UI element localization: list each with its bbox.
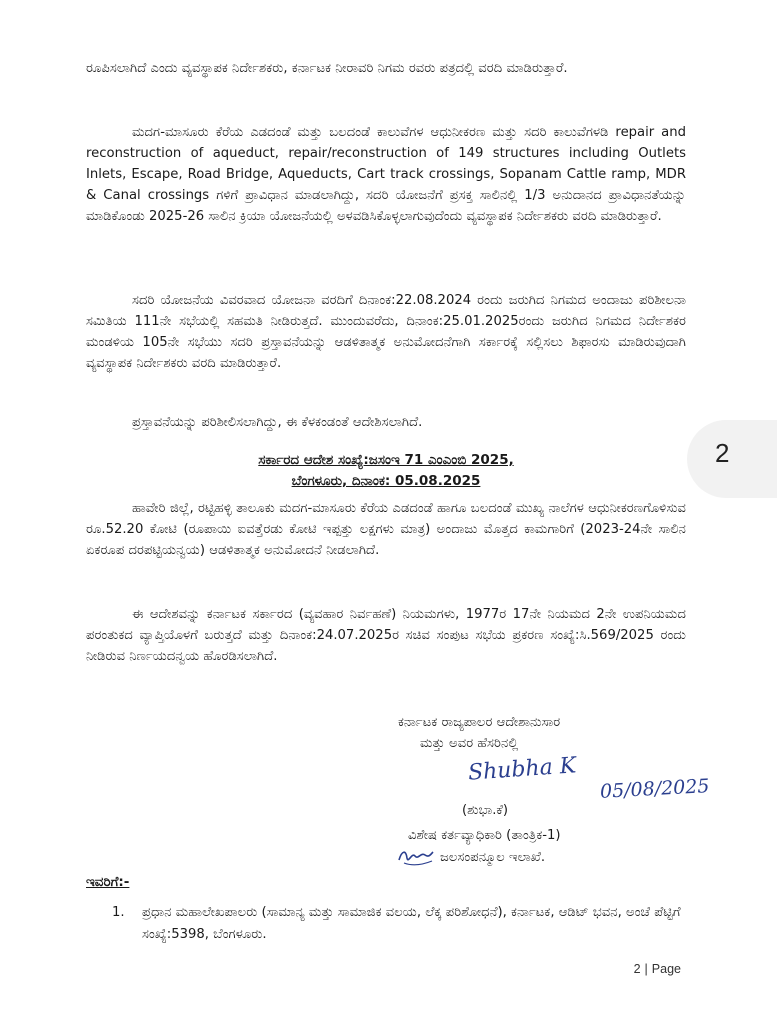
signatory-department: ಜಲಸಂಪನ್ಮೂಲ ಇಲಾಖೆ.: [440, 850, 546, 865]
copy-to-item-number: 1.: [112, 905, 125, 920]
paragraph-project-report: ಸದರಿ ಯೋಜನೆಯ ವಿವರವಾದ ಯೋಜನಾ ವರದಿಗೆ ದಿನಾಂಕ:22.08.2024 ರಂದು ಜರುಗಿದ ನಿಗಮದ ಅಂದಾಜು ಪರಿಶೀಲನಾ ಸಮಿತಿಯ 111ನೇ ಸಭೆಯಲ್ಲಿ ಸಹಮತಿ ನೀಡಿರುತ್ತದೆ. ಮುಂದುವರೆದು, ದಿನಾಂಕ:25.01.2025ರಂದು ಜರುಗಿದ ನಿಗಮದ ನಿರ್ದೇಶಕರ ಮಂಡಳಿಯ 105ನೇ ಸಭೆಯು ಸದರಿ ಪ್ರಸ್ತಾವನೆಯನ್ನು ಆಡಳಿತಾತ್ಮಕ ಅನುಮೋದನೆಗಾಗಿ ಸರ್ಕಾರಕ್ಕೆ ಸಲ್ಲಿಸಲು ಶಿಫಾರಸು ಮಾಡಿರುವುದಾಗಿ ವ್ಯವಸ್ಥಾಪಕ ನಿರ್ದೇಶಕರು ವರದಿ ಮಾಡಿರುತ್ತಾರೆ.: [86, 293, 686, 371]
signoff-by-order: [398, 712, 698, 754]
page-side-tab: [687, 420, 777, 498]
copy-to-item-text: ಪ್ರಧಾನ ಮಹಾಲೇಖಪಾಲರು (ಸಾಮಾನ್ಯ ಮತ್ತು ಸಾಮಾಜಿಕ ವಲಯ, ಲೆಕ್ಕ ಪರಿಶೋಧನೆ), ಕರ್ನಾಟಕ, ಆಡಿಟ್ ಭವನ, ಅಂಚೆ ಪೆಟ್ಟಿಗೆ ಸಂಖ್ಯೆ:5398, ಬೆಂಗಳೂರು.: [142, 905, 681, 942]
footer-page-number: 2: [633, 962, 641, 976]
paragraph-canal-modernisation: ಮದಗ-ಮಾಸೂರು ಕೆರೆಯ ಎಡದಂಡೆ ಮತ್ತು ಬಲದಂಡೆ ಕಾಲುವೆಗಳ ಆಧುನೀಕರಣ ಮತ್ತು ಸದರಿ ಕಾಲುವೆಗಳಡಿ repair and reconstruction of aqueduct, repair/reconstruction of 149 structures including Outlets Inlets, Escape, Road Bridge, Aqueducts, Cart track crossings, Sopanam Cattle ramp, MDR & Canal crossings ಗಳಿಗೆ ಪ್ರಾವಿಧಾನ ಮಾಡಲಾಗಿದ್ದು, ಸದರಿ ಯೋಜನೆಗೆ ಪ್ರಸಕ್ತ ಸಾಲಿನಲ್ಲಿ 1/3 ಅನುದಾನದ ಪ್ರಾವಿಧಾನತೆಯನ್ನು ಮಾಡಿಕೊಂಡು 2025-26 ಸಾಲಿನ ಕ್ರಿಯಾ ಯೋಜನೆಯಲ್ಲಿ ಅಳವಡಿಸಿಕೊಳ್ಳಲಾಗುವುದೆಂದು ವ್ಯವಸ್ಥಾಪಕ ನಿರ್ದೇಶಕರು ವರದಿ ಮಾಡಿರುತ್ತಾರೆ.: [86, 125, 686, 224]
order-number: ಸರ್ಕಾರದ ಆದೇಶ ಸಂಖ್ಯೆ:ಜಸಂಇ 71 ಎಂಎಂಬಿ 2025,: [258, 452, 514, 468]
initials-mark-icon: [396, 846, 436, 868]
copy-to-heading: ಇವರಿಗೆ:-: [86, 874, 130, 890]
paragraph-sanction: ಹಾವೇರಿ ಜಿಲ್ಲೆ, ರಟ್ಟಿಹಳ್ಳಿ ತಾಲೂಕು ಮದಗ-ಮಾಸೂರು ಕೆರೆಯ ಎಡದಂಡೆ ಹಾಗೂ ಬಲದಂಡೆ ಮುಖ್ಯ ನಾಲೆಗಳ ಆಧುನೀಕರಣಗೊಳಿಸುವ ರೂ.52.20 ಕೋಟಿ (ರೂಪಾಯಿ ಐವತ್ತೆರಡು ಕೋಟಿ ಇಪ್ಪತ್ತು ಲಕ್ಷಗಳು ಮಾತ್ರ) ಅಂದಾಜು ಮೊತ್ತದ ಕಾಮಗಾರಿಗೆ (2023-24ನೇ ಸಾಲಿನ ಏಕರೂಪ ದರಪಟ್ಟಿಯನ್ವಯ) ಆಡಳಿತಾತ್ಮಕ ಅನುಮೋದನೆ ನೀಡಲಾಗಿದೆ.: [86, 501, 686, 558]
side-tab-number: 2: [715, 438, 730, 468]
signoff-line-2: ಮತ್ತು ಅವರ ಹೆಸರಿನಲ್ಲಿ: [420, 736, 519, 751]
paragraph-rules: ಈ ಆದೇಶವನ್ನು ಕರ್ನಾಟಕ ಸರ್ಕಾರದ (ವ್ಯವಹಾರ ನಿರ್ವಹಣೆ) ನಿಯಮಗಳು, 1977ರ 17ನೇ ನಿಯಮದ 2ನೇ ಉಪನಿಯಮದ ಪರಂತುಕದ ವ್ಯಾಪ್ತಿಯೊಳಗೆ ಬರುತ್ತದೆ ಮತ್ತು ದಿನಾಂಕ:24.07.2025ರ ಸಚಿವ ಸಂಪುಟ ಸಭೆಯ ಪ್ರಕರಣ ಸಂಖ್ಯೆ:ಸಿ.569/2025 ರಂದು ನೀಡಿರುವ ನಿರ್ಣಯದನ್ವಯ ಹೊರಡಿಸಲಾಗಿದೆ.: [86, 607, 686, 664]
paragraph-proposal-reviewed: ಪ್ರಸ್ತಾವನೆಯನ್ನು ಪರಿಶೀಲಿಸಲಾಗಿದ್ದು, ಈ ಕೆಳಕಂಡಂತೆ ಆದೇಶಿಸಲಾಗಿದೆ.: [132, 415, 423, 430]
order-place-date: ಬೆಂಗಳೂರು, ದಿನಾಂಕ: 05.08.2025: [291, 473, 481, 489]
handwritten-signature-date: 05/08/2025: [599, 775, 711, 803]
signatory-designation: ವಿಶೇಷ ಕರ್ತವ್ಯಾಧಿಕಾರಿ (ತಾಂತ್ರಿಕ-1): [408, 828, 561, 843]
handwritten-signature: Shubha K: [467, 753, 577, 786]
footer-page-label: Page: [651, 962, 681, 976]
signatory-name: (ಶುಭಾ.ಕೆ): [462, 803, 509, 818]
government-order-heading: [86, 450, 686, 492]
page-footer: [634, 962, 681, 976]
footer-separator: |: [644, 962, 648, 976]
signoff-line-1: ಕರ್ನಾಟಕ ರಾಜ್ಯಪಾಲರ ಆದೇಶಾನುಸಾರ: [398, 715, 561, 730]
paragraph-intro: ರೂಪಿಸಲಾಗಿದೆ ಎಂದು ವ್ಯವಸ್ಥಾಪಕ ನಿರ್ದೇಶಕರು, ಕರ್ನಾಟಕ ನೀರಾವರಿ ನಿಗಮ ರವರು ಪತ್ರದಲ್ಲಿ ವರದಿ ಮಾಡಿರುತ್ತಾರೆ.: [86, 61, 568, 76]
